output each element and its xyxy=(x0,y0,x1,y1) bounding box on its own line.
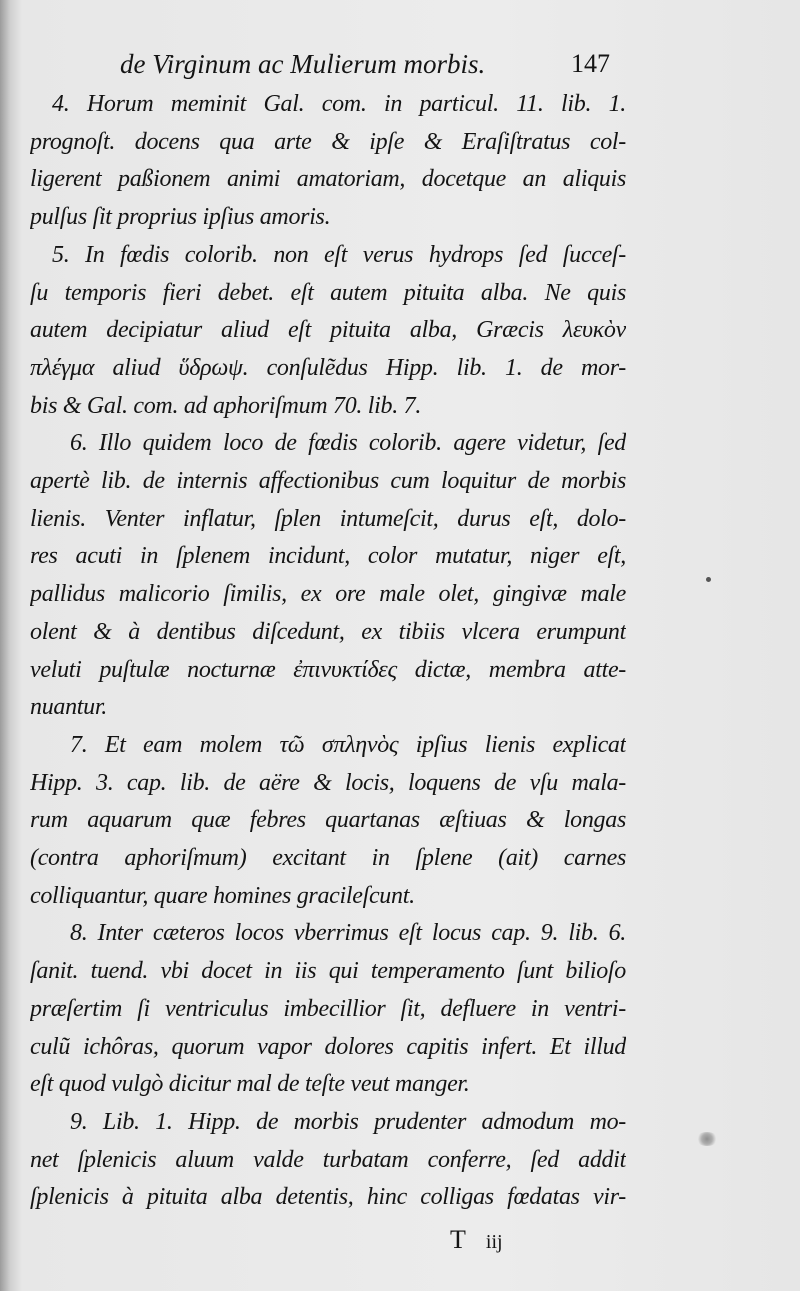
text-line: net ſplenicis aluum valde turbatam conferre, ſed addit xyxy=(30,1146,626,1173)
text-line: pallidus malicorio ſimilis, ex ore male olet, gingivæ male xyxy=(30,581,626,608)
text-line: πλέγμα aliud ὕδρωψ. conſulẽdus Hipp. lib. 1. de mor- xyxy=(30,354,626,381)
text-line: res acuti in ſplenem incidunt, color mutatur, niger eſt, xyxy=(30,543,626,570)
running-title: de Virginum ac Mulierum morbis. xyxy=(120,49,486,79)
signature-number: iij xyxy=(485,1231,503,1253)
signature-letter: T xyxy=(450,1225,466,1254)
text-line: præſertim ſi ventriculus imbecillior ſit, defluere in ventri- xyxy=(30,995,626,1022)
text-line: ſplenicis à pituita alba detentis, hinc colligas fœdatas vir- xyxy=(30,1184,626,1211)
ink-smudge xyxy=(696,1132,718,1146)
text-line: autem decipiatur aliud eſt pituita alba, Græcis λευκὸν xyxy=(30,317,626,344)
text-line: ligerent paßionem animi amatoriam, docetque an aliquis xyxy=(30,166,626,193)
text-line: 5. In fœdis colorib. non eſt verus hydrops ſed ſucceſ- xyxy=(52,241,626,268)
text-line: olent & à dentibus diſcedunt, ex tibiis vlcera erumpunt xyxy=(30,618,626,645)
text-line: rum aquarum quæ febres quartanas æſtiuas & longas xyxy=(30,807,626,834)
text-line: eſt quod vulgò dicitur mal de teſte veut manger. xyxy=(30,1071,470,1098)
text-line: bis & Gal. com. ad aphoriſmum 70. lib. 7. xyxy=(30,392,422,419)
text-line: culũ ichôras, quorum vapor dolores capitis infert. Et illud xyxy=(30,1033,626,1060)
text-line: apertè lib. de internis affectionibus cum loquitur de morbis xyxy=(30,468,626,495)
signature-mark xyxy=(450,1225,503,1255)
body-text xyxy=(30,86,626,1217)
text-line: veluti puſtulæ nocturnæ ἐπινυκτίδες dictæ, membra atte- xyxy=(30,656,626,683)
text-line: 4. Horum meminit Gal. com. in particul. 11. lib. 1. xyxy=(52,91,626,117)
text-line: ſu temporis fieri debet. eſt autem pituita alba. Ne quis xyxy=(30,279,626,306)
text-line: 8. Inter cæteros locos vberrimus eſt locus cap. 9. lib. 6. xyxy=(70,920,626,947)
page-number: 147 xyxy=(571,49,610,78)
text-line: pulſus ſit proprius ipſius amoris. xyxy=(30,204,331,231)
text-line: lienis. Venter inflatur, ſplen intumeſcit, durus eſt, dolo- xyxy=(30,505,626,532)
text-line: 6. Illo quidem loco de fœdis colorib. agere videtur, ſed xyxy=(70,430,626,457)
text-line: prognoſt. docens qua arte & ipſe & Eraſiſtratus col- xyxy=(30,128,626,155)
text-line: colliquantur, quare homines gracileſcunt. xyxy=(30,882,415,909)
page-header xyxy=(120,46,610,82)
text-line: Hipp. 3. cap. lib. de aëre & locis, loquens de vſu mala- xyxy=(30,769,626,796)
text-line: ſanit. tuend. vbi docet in iis qui temperamento ſunt bilioſo xyxy=(30,958,626,985)
text-line: nuantur. xyxy=(30,694,107,721)
ink-dot xyxy=(706,577,711,582)
text-line: 9. Lib. 1. Hipp. de morbis prudenter admodum mo- xyxy=(70,1108,626,1135)
text-line: 7. Et eam molem τῶ σπληνὸς ipſius lienis explicat xyxy=(70,731,626,758)
text-line: (contra aphoriſmum) excitant in ſplene (ait) carnes xyxy=(30,845,626,872)
